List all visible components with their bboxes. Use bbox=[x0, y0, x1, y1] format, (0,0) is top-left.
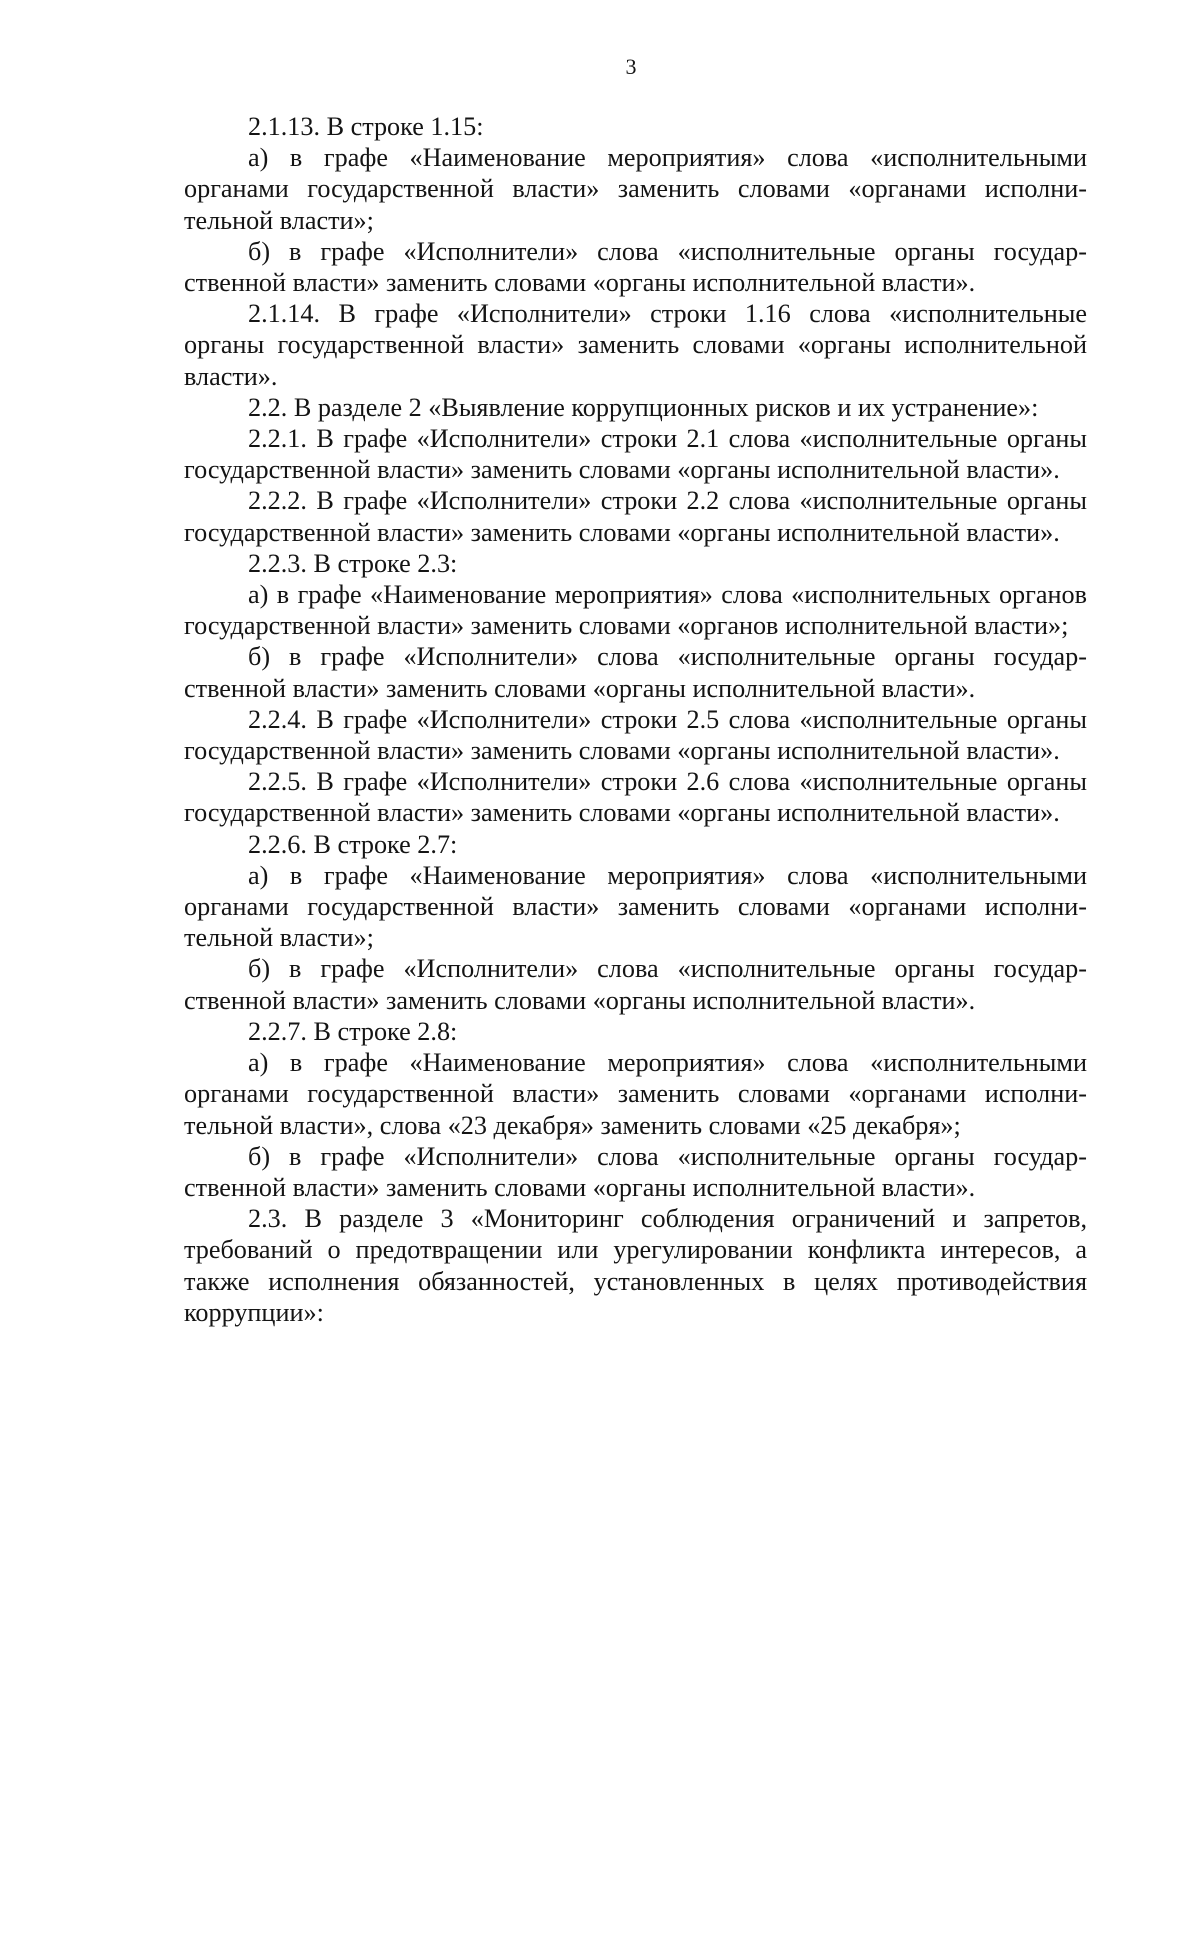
paragraph-2-2-6-a: а) в графе «Наименование мероприятия» слова «исполнительными органами государственной власти» заменить словами «органами исполнительной власти»; bbox=[184, 860, 1087, 953]
paragraph-2-2-5: 2.2.5. В графе «Исполнители» строки 2.6 слова «исполнительные органы государственной власти» заменить словами «органы исполнительной власти». bbox=[184, 767, 1087, 828]
paragraph-2-2-6-b: б) в графе «Исполнители» слова «исполнительные органы государственной власти» заменить словами «органы исполнительной власти». bbox=[184, 954, 1087, 1015]
document-body bbox=[184, 111, 1087, 1328]
paragraph-2-1-13-a: а) в графе «Наименование мероприятия» слова «исполнительными органами государственной власти» заменить словами «органами исполнительной власти»; bbox=[184, 143, 1087, 235]
paragraph-2-2-7-a: а) в графе «Наименование мероприятия» слова «исполнительными органами государственной власти» заменить словами «органами исполнительной власти», слова «23 декабря» заменить словами «25 декабря»; bbox=[184, 1048, 1087, 1140]
paragraph-2-1-14: 2.1.14. В графе «Исполнители» строки 1.16 слова «исполнительные органы государственной власти» заменить словами «органы исполнительной власти». bbox=[184, 299, 1087, 391]
paragraph-2-1-13-b: б) в графе «Исполнители» слова «исполнительные органы государственной власти» заменить словами «органы исполнительной власти». bbox=[184, 236, 1087, 298]
paragraph-2-1-13: 2.1.13. В строке 1.15: bbox=[248, 112, 484, 141]
paragraph-2-2-1: 2.2.1. В графе «Исполнители» строки 2.1 слова «исполнительные органы государственной власти» заменить словами «органы исполнительной власти». bbox=[184, 424, 1087, 485]
paragraph-2-2-6: 2.2.6. В строке 2.7: bbox=[248, 829, 458, 859]
paragraph-2-2-7-b: б) в графе «Исполнители» слова «исполнительные органы государственной власти» заменить словами «органы исполнительной власти». bbox=[184, 1141, 1087, 1202]
page-number: 3 bbox=[625, 54, 637, 79]
paragraph-2-2-4: 2.2.4. В графе «Исполнители» строки 2.5 слова «исполнительные органы государственной власти» заменить словами «органы исполнительной власти». bbox=[184, 704, 1087, 766]
paragraph-2-2-3-b: б) в графе «Исполнители» слова «исполнительные органы государственной власти» заменить словами «органы исполнительной власти». bbox=[184, 642, 1087, 703]
paragraph-2-2-7: 2.2.7. В строке 2.8: bbox=[248, 1016, 458, 1046]
paragraph-2-3: 2.3. В разделе 3 «Мониторинг соблюдения ограничений и запретов, требований о предотвращении или урегулировании конфликта интересов, а также исполнения обязанностей, установленных в целях противодействия коррупции»: bbox=[184, 1204, 1087, 1327]
paragraph-2-2: 2.2. В разделе 2 «Выявление коррупционных рисков и их устранение»: bbox=[248, 392, 1039, 422]
paragraph-2-2-3: 2.2.3. В строке 2.3: bbox=[248, 548, 458, 578]
paragraph-2-2-3-a: а) в графе «Наименование мероприятия» слова «исполнительных органов государственной власти» заменить словами «органов исполнительной власти»; bbox=[184, 580, 1087, 641]
paragraph-2-2-2: 2.2.2. В графе «Исполнители» строки 2.2 слова «исполнительные органы государственной власти» заменить словами «органы исполнительной власти». bbox=[184, 486, 1087, 547]
